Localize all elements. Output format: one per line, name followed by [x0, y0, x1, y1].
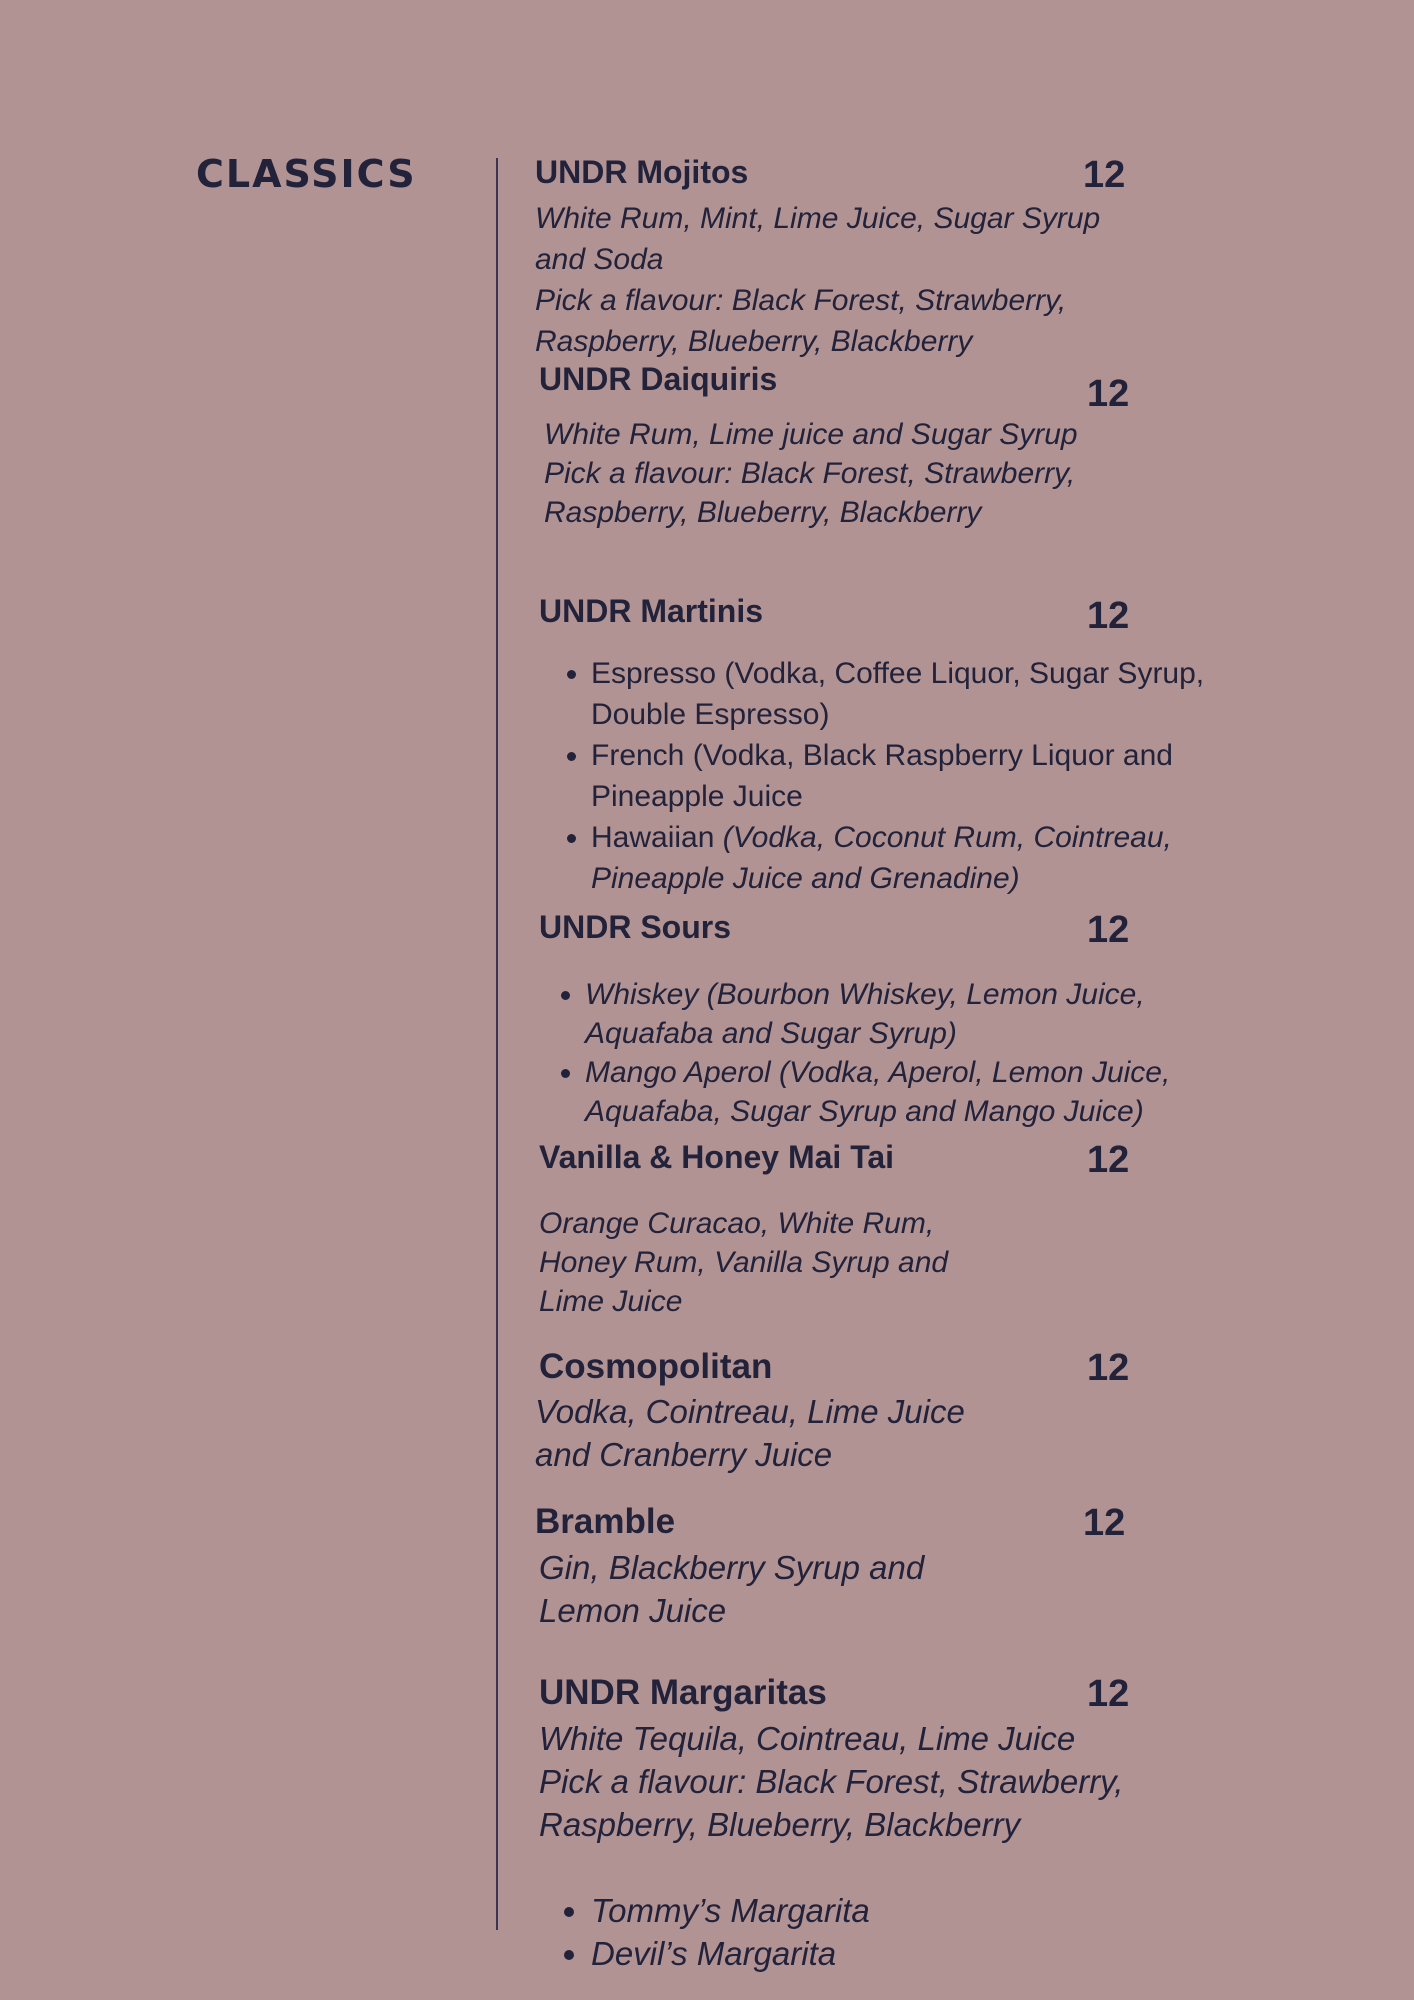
- item-price: 12: [1087, 1347, 1130, 1389]
- item-price: 12: [1083, 154, 1126, 196]
- item-description: [544, 415, 1104, 532]
- list-item: [591, 817, 1261, 899]
- item-name: Bramble: [535, 1502, 676, 1541]
- description-line: White Tequila, Cointreau, Lime Juice: [539, 1720, 1076, 1757]
- list-item: • Whiskey (Bourbon Whiskey, Lemon Juice, Aquafaba and Sugar Syrup): [585, 975, 1255, 1053]
- list-item: • Devil’s Margarita: [591, 1932, 1151, 1975]
- item-description: [539, 1204, 979, 1321]
- item-price: 12: [1087, 595, 1130, 637]
- item-name: UNDR Daiquiris: [539, 361, 778, 397]
- item-price: 12: [1087, 1139, 1130, 1181]
- item-name: UNDR Mojitos: [535, 154, 749, 190]
- description-line: White Rum, Lime juice and Sugar Syrup: [544, 418, 1078, 451]
- item-price: 12: [1087, 909, 1130, 951]
- description-line: Vodka, Cointreau, Lime Juice and Cranberry Juice: [535, 1393, 965, 1473]
- item-description: [535, 198, 1135, 362]
- item-price: 12: [1083, 1502, 1126, 1544]
- section-divider: [496, 158, 498, 1930]
- item-name: UNDR Martinis: [539, 593, 764, 629]
- item-description: [535, 1390, 1005, 1476]
- list-item: • Espresso (Vodka, Coffee Liquor, Sugar Syrup, Double Espresso): [591, 653, 1261, 735]
- list-item: • Tommy’s Margarita: [591, 1889, 1151, 1932]
- description-line: White Rum, Mint, Lime Juice, Sugar Syrup and Soda: [535, 202, 1101, 276]
- martini-list: [539, 653, 1261, 899]
- item-description: [539, 1546, 979, 1632]
- item-price: 12: [1087, 1673, 1130, 1715]
- description-line: Orange Curacao, White Rum, Honey Rum, Vanilla Syrup and Lime Juice: [539, 1207, 949, 1318]
- list-item-ingredients: (Vodka, Coconut Rum, Cointreau, Pineapple Juice and Grenadine): [591, 821, 1172, 895]
- section-title: CLASSICS: [196, 152, 417, 196]
- list-item: • French (Vodka, Black Raspberry Liquor and Pineapple Juice: [591, 735, 1261, 817]
- item-name: UNDR Margaritas: [539, 1673, 827, 1712]
- sours-list: [539, 975, 1255, 1131]
- list-item-name: Hawaiian: [591, 821, 715, 854]
- list-item: • Mango Aperol (Vodka, Aperol, Lemon Juice, Aquafaba, Sugar Syrup and Mango Juice): [585, 1053, 1255, 1131]
- description-line: Pick a flavour: Black Forest, Strawberry, Raspberry, Blueberry, Blackberry: [535, 284, 1067, 358]
- description-line: Pick a flavour: Black Forest, Strawberry, Raspberry, Blueberry, Blackberry: [544, 457, 1076, 529]
- item-description: [539, 1717, 1129, 1846]
- item-price: 12: [1087, 373, 1130, 415]
- description-line: Gin, Blackberry Syrup and Lemon Juice: [539, 1549, 925, 1629]
- item-name: Cosmopolitan: [539, 1347, 773, 1386]
- description-line: Pick a flavour: Black Forest, Strawberry, Raspberry, Blueberry, Blackberry: [539, 1763, 1124, 1843]
- item-name: Vanilla & Honey Mai Tai: [539, 1139, 895, 1175]
- margarita-list: [539, 1889, 1151, 1975]
- item-name: UNDR Sours: [539, 909, 732, 945]
